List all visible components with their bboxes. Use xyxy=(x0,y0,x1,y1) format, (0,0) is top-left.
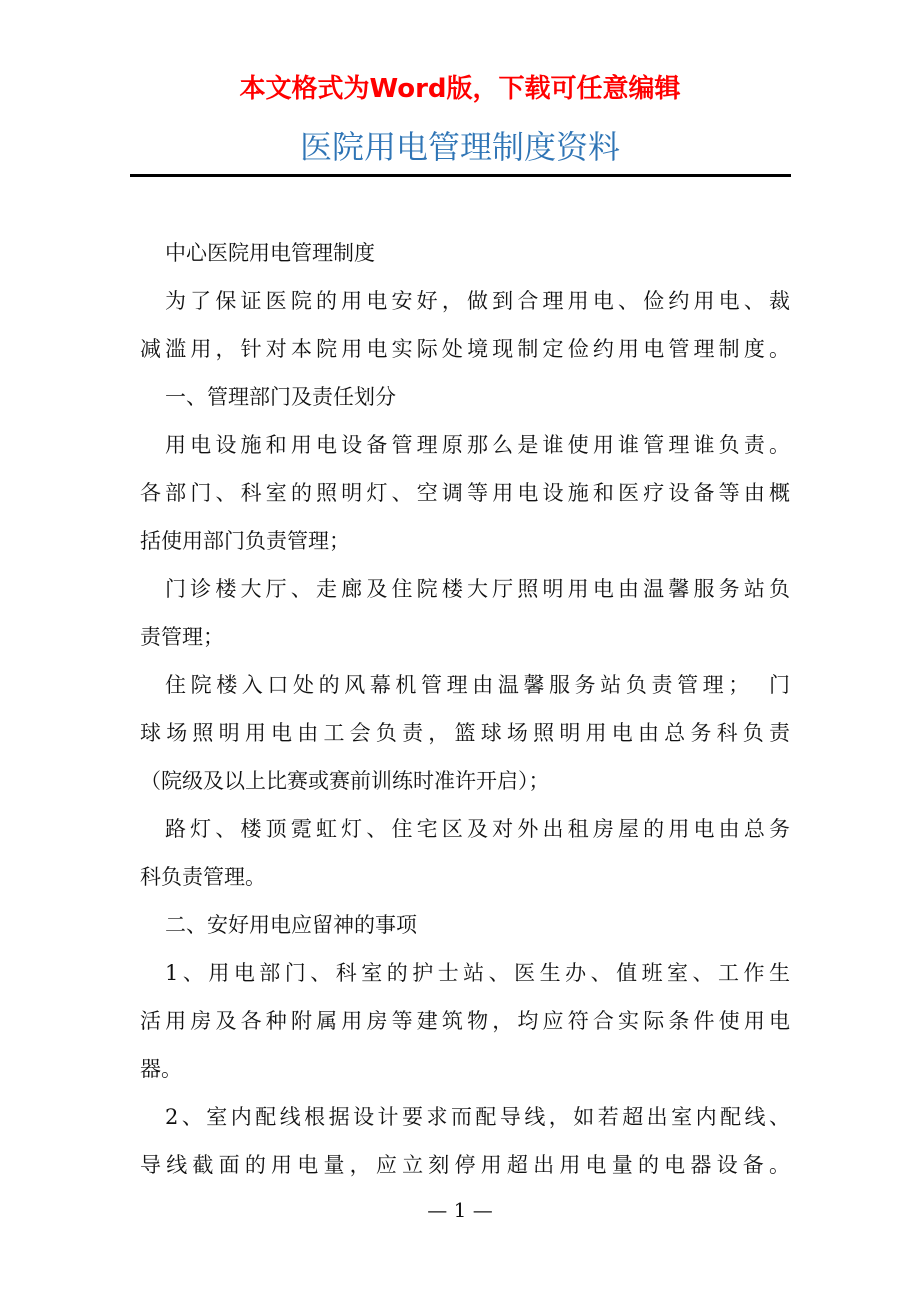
text-line: 括使用部门负责管理； xyxy=(140,529,350,553)
text-line: 科负责管理。 xyxy=(140,865,266,889)
section-heading: 二、安好用电应留神的事项 xyxy=(165,913,417,937)
text-line: 2、室内配线根据设计要求而配导线，如若超出室内配线、 xyxy=(165,1105,790,1129)
title-divider xyxy=(130,174,791,177)
document-title: 医院用电管理制度资料 xyxy=(299,128,620,166)
text-line: 门诊楼大厅、走廊及住院楼大厅照明用电由温馨服务站负 xyxy=(165,577,790,601)
text-line: 路灯、楼顶霓虹灯、住宅区及对外出租房屋的用电由总务 xyxy=(165,817,790,841)
text-line: 各部门、科室的照明灯、空调等用电设施和医疗设备等由概 xyxy=(140,481,790,505)
document-body xyxy=(140,234,790,1194)
heading-line: 中心医院用电管理制度 xyxy=(165,241,375,265)
page-number: — 1 — xyxy=(427,1198,493,1222)
text-line: 活用房及各种附属用房等建筑物，均应符合实际条件使用电 xyxy=(140,1009,790,1033)
text-line: 为了保证医院的用电安好，做到合理用电、俭约用电、裁 xyxy=(165,289,790,313)
text-line: 住院楼入口处的风幕机管理由温馨服务站负责管理； 门 xyxy=(165,673,790,697)
section-heading: 一、管理部门及责任划分 xyxy=(165,385,396,409)
editable-notice-banner: 本文格式为Word版，下载可任意编辑 xyxy=(239,74,681,104)
text-line: 器。 xyxy=(140,1057,182,1081)
text-line: 减滥用，针对本院用电实际处境现制定俭约用电管理制度。 xyxy=(140,337,790,361)
text-line: 责管理； xyxy=(140,625,224,649)
text-line: 1、用电部门、科室的护士站、医生办、值班室、工作生 xyxy=(165,961,790,985)
text-line: 球场照明用电由工会负责，篮球场照明用电由总务科负责 xyxy=(140,721,790,745)
text-line: 导线截面的用电量，应立刻停用超出用电量的电器设备。 xyxy=(140,1153,790,1177)
text-line: （院级及以上比赛或赛前训练时准许开启）； xyxy=(140,769,550,793)
text-line: 用电设施和用电设备管理原那么是谁使用谁管理谁负责。 xyxy=(165,433,790,457)
